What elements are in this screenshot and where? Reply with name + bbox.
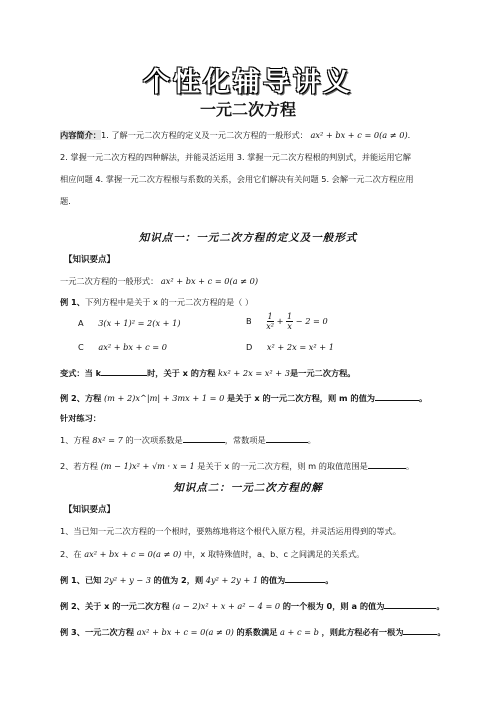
s1-example2-text-b: 是关于 x 的一元二次方程，则 m 的值为: [226, 393, 375, 403]
general-form-formula: ax² + bx + c = 0(a ≠ 0): [160, 276, 259, 286]
s2-example3-blank[interactable]: [403, 626, 437, 635]
s1-example1-label: 例 1、: [60, 297, 85, 307]
s2-example3-formula-a: ax² + bx + c = 0(a ≠ 0): [136, 627, 234, 637]
option-c: [78, 342, 167, 352]
variant-line: [60, 367, 355, 379]
practice1-formula: 8x² = 7: [92, 435, 123, 445]
section2-key-points-label: 【知识要点】: [64, 505, 116, 515]
s2-point2-line: [60, 549, 364, 560]
s2-example2-formula: (a − 2)x² + x + a² − 4 = 0: [172, 601, 281, 611]
s2-example3-text-b: 的系数满足: [236, 627, 278, 637]
option-d-formula: x² + 2x = x² + 1: [266, 342, 334, 352]
practice2-line: [60, 460, 414, 472]
practice1-end: 。: [307, 435, 316, 445]
s2-example2-text-b: 的一个根为 0，则 a 的值为: [282, 601, 385, 611]
practice1-text-b: 的一次项系数是: [125, 435, 183, 445]
variant-text-a: 当 k: [84, 368, 102, 378]
section1-heading: 知识点一：一元二次方程的定义及一般形式: [138, 232, 358, 244]
intro-line1-text: 1. 了解一元二次方程的定义及一元二次方程的一般形式：: [100, 130, 308, 140]
s2-example1-end: 。: [325, 575, 334, 585]
option-c-formula: ax² + bx + c = 0: [98, 342, 167, 352]
option-a-letter: A: [78, 318, 84, 328]
option-b-plus: +: [276, 316, 284, 326]
s2-example2-blank[interactable]: [384, 600, 436, 609]
practice2-formula: (m − 1)x² + √m · x = 1: [100, 461, 195, 471]
s1-example1-question: [60, 297, 253, 308]
s1-example2-label: 例 2、: [60, 393, 85, 403]
s1-example2-text-a: 方程: [84, 393, 102, 403]
intro-line3: 相应问题 4. 掌握一元二次方程根与系数的关系，会用它们解决有关问题 5. 会解一元二次方程应用: [60, 174, 414, 184]
s2-example1-text-b: 的值为 2，则: [153, 575, 204, 585]
section2-heading: 知识点二：一元二次方程的解: [173, 482, 323, 494]
variant-formula: kx² + 2x = x² + 3: [217, 368, 290, 378]
s2-point1: 1、当已知一元二次方程的一个根时，要熟练地将这个根代入原方程，并灵活运用得到的等式。: [60, 526, 401, 536]
option-c-letter: C: [78, 342, 84, 352]
option-d: [246, 342, 334, 352]
practice-label: 针对练习：: [60, 413, 101, 423]
s2-example1-label: 例 1、: [60, 575, 85, 585]
s2-point2-text-a: 2、在: [60, 549, 82, 559]
variant-text-b: 时，关于 x 的方程: [147, 368, 216, 378]
option-a: [78, 318, 181, 328]
s2-example2-end: 。: [436, 601, 445, 611]
s1-example2-line: [60, 392, 427, 404]
general-form-line: [60, 276, 258, 287]
s2-point2-formula: ax² + bx + c = 0(a ≠ 0): [84, 549, 182, 559]
s2-example3-formula-b: a + c = b: [280, 627, 319, 637]
option-b-tail: − 2 = 0: [295, 316, 328, 326]
practice1-blank-2[interactable]: [266, 434, 308, 443]
practice1-text-a: 1、方程: [60, 435, 90, 445]
s1-example2-formula: (m + 2)x^|m| + 3mx + 1 = 0: [103, 393, 225, 403]
practice2-text-a: 2、若方程: [60, 461, 98, 471]
s2-example3-label: 例 3、: [60, 627, 85, 637]
practice1-text-c: ，常数项是: [224, 435, 266, 445]
practice2-blank[interactable]: [368, 460, 406, 469]
banner-title: 个性化辅导讲义: [143, 67, 353, 98]
s2-example3-text-c: ，则此方程必有一根为: [321, 627, 404, 637]
s1-example2-end: 。: [418, 393, 428, 403]
intro-line4: 题.: [60, 196, 71, 206]
s1-example1-text: 下列方程中是关于 x 的一元二次方程的是（ ）: [84, 297, 254, 307]
intro-line2: 2. 掌握一元二次方程的四种解法，并能灵活运用 3. 掌握一元二次方程根的判别式，并能运用它解: [60, 152, 411, 162]
variant-text-c: 是一元二次方程。: [289, 368, 356, 378]
practice2-text-b: 是关于 x 的一元二次方程，则 m 的取值范围是: [197, 461, 368, 471]
intro-line1-formula: ax² + bx + c = 0(a ≠ 0): [310, 130, 408, 140]
s2-example1-text-a: 已知: [84, 575, 102, 585]
s2-example1-line: [60, 574, 333, 586]
s2-point2-text-b: 中，x 取特殊值时，a、b、c 之间满足的关系式。: [184, 549, 365, 559]
option-b-fraction-1: $\frac{1}{\text{x²}}$: [266, 312, 274, 331]
option-b-letter: B: [246, 316, 252, 326]
practice1-line: [60, 434, 316, 446]
option-a-formula: 3(x + 1)² = 2(x + 1): [98, 318, 181, 328]
general-form-text: 一元二次方程的一般形式：: [60, 276, 159, 286]
s2-example1-formula-b: 4y² + 2y + 1: [205, 575, 259, 585]
practice2-end: 。: [405, 461, 415, 471]
intro-label: 内容简介：: [60, 130, 101, 140]
s2-example3-text-a: 一元二次方程: [84, 627, 135, 637]
intro-paragraph: [60, 124, 440, 212]
variant-label: 变式：: [60, 368, 85, 378]
s2-example2-text-a: 关于 x 的一元二次方程: [84, 601, 170, 611]
s2-example1-formula-a: 2y² + y − 3: [103, 575, 152, 585]
option-b: [246, 312, 328, 331]
s2-example2-label: 例 2、: [60, 601, 85, 611]
page-title: 一元二次方程: [199, 100, 296, 119]
s2-example3-end: 。: [437, 627, 446, 637]
s2-example1-text-c: 的值为: [260, 575, 286, 585]
s2-example1-blank[interactable]: [285, 574, 325, 583]
section1-key-points-label: 【知识要点】: [64, 255, 116, 265]
variant-blank[interactable]: [101, 367, 147, 376]
practice1-blank-1[interactable]: [183, 434, 225, 443]
s2-example3-line: [60, 626, 446, 638]
s2-example2-line: [60, 600, 445, 612]
s1-example2-blank[interactable]: [375, 392, 419, 401]
option-b-fraction-2: $\frac{1}{x}$: [287, 312, 293, 331]
option-d-letter: D: [246, 342, 253, 352]
intro-line1-end: .: [407, 130, 411, 140]
